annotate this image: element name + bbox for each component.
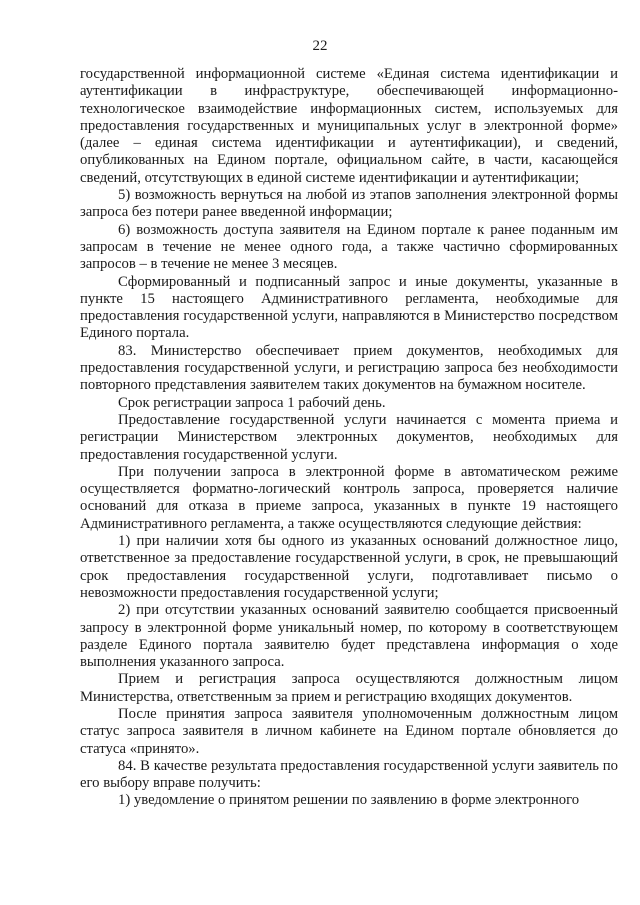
document-body [80, 66, 618, 810]
paragraph: Сформированный и подписанный запрос и иные документы, указанные в пункте 15 настоящего Административного регламента, необходимые для предоставления государственной услуги, направляются в Министерство посредством Единого портала. [80, 273, 618, 342]
paragraph: 84. В качестве результата предоставления государственной услуги заявитель по его выбору вправе получить: [80, 757, 618, 792]
paragraph: 1) при наличии хотя бы одного из указанных оснований должностное лицо, ответственное за предоставление государственной услуги, в срок, не превышающий срок предоставления государственной услуги, подготавливает письмо о невозможности предоставления государственной услуги; [80, 533, 618, 601]
paragraph: 2) при отсутствии указанных оснований заявителю сообщается присвоенный запросу в электронной форме уникальный номер, по которому в соответствующем разделе Единого портала заявителю будет представлена информация о ходе выполнения указанного запроса. [80, 602, 618, 671]
paragraph: государственной информационной системе «Единая система идентификации и аутентификации в инфраструктуре, обеспечивающей информационно-технологическое взаимодействие информационных систем, используемых для предоставления государственных и муниципальных услуг в электронной форме» (далее – единая система идентификации и аутентификации), и сведений, опубликованных на Едином портале, официальном сайте, в части, касающейся сведений, отсутствующих в единой системе идентификации и аутентификации; [80, 66, 618, 186]
paragraph: Срок регистрации запроса 1 рабочий день. [118, 394, 386, 411]
paragraph: Прием и регистрация запроса осуществляются должностным лицом Министерства, ответственным за прием и регистрацию входящих документов. [80, 671, 618, 705]
paragraph: 1) уведомление о принятом решении по заявлению в форме электронного [118, 792, 580, 809]
paragraph: При получении запроса в электронной форме в автоматическом режиме осуществляется форматно-логический контроль запроса, проверяется наличие оснований для отказа в приеме запроса, указанных в пункте 19 настоящего Административного регламента, а также осуществляются следующие действия: [80, 463, 618, 532]
page-number: 22 [312, 38, 328, 54]
paragraph: После принятия запроса заявителя уполномоченным должностным лицом статус запроса заявителя в личном кабинете на Едином портале обновляется до статуса «принято». [80, 705, 618, 757]
paragraph: 6) возможность доступа заявителя на Едином портале к ранее поданным им запросам в течение не менее одного года, а также частично сформированных запросов – в течение не менее 3 месяцев. [80, 221, 618, 273]
paragraph: 83. Министерство обеспечивает прием документов, необходимых для предоставления государственной услуги, и регистрацию запроса без необходимости повторного представления заявителем таких документов на бумажном носителе. [80, 342, 618, 394]
paragraph: 5) возможность вернуться на любой из этапов заполнения электронной формы запроса без потери ранее введенной информации; [80, 187, 618, 221]
paragraph: Предоставление государственной услуги начинается с момента приема и регистрации Министерством электронных документов, необходимых для предоставления государственной услуги. [80, 411, 618, 463]
